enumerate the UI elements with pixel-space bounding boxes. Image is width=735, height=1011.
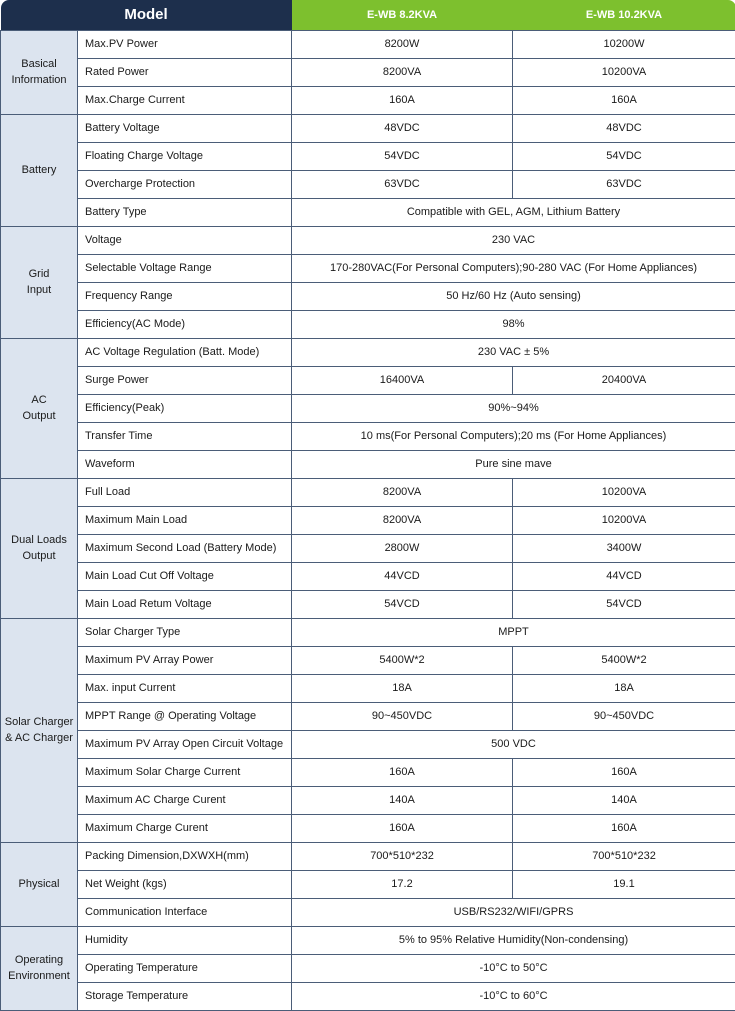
spec-row [1, 310, 735, 338]
shared-value: 230 VAC [292, 226, 735, 254]
spec-row [1, 422, 735, 450]
value-model-1: 140A [292, 786, 513, 814]
value-model-2: 10200VA [513, 506, 735, 534]
value-model-1: 17.2 [292, 870, 513, 898]
value-model-2: 10200VA [513, 478, 735, 506]
parameter-name: AC Voltage Regulation (Batt. Mode) [78, 338, 292, 366]
value-model-1: 160A [292, 86, 513, 114]
parameter-name: Selectable Voltage Range [78, 254, 292, 282]
header-row [1, 0, 735, 30]
value-model-2: 54VCD [513, 590, 735, 618]
value-model-1: 700*510*232 [292, 842, 513, 870]
parameter-name: Frequency Range [78, 282, 292, 310]
spec-row [1, 870, 735, 898]
spec-row [1, 394, 735, 422]
section-label: Solar Charger & AC Charger [1, 618, 78, 842]
section-label: Basical Information [1, 30, 78, 114]
spec-row [1, 254, 735, 282]
parameter-name: Net Weight (kgs) [78, 870, 292, 898]
spec-row [1, 30, 735, 58]
value-model-2: 10200VA [513, 58, 735, 86]
parameter-name: Packing Dimension,DXWXH(mm) [78, 842, 292, 870]
value-model-2: 5400W*2 [513, 646, 735, 674]
spec-row [1, 142, 735, 170]
value-model-2: 54VDC [513, 142, 735, 170]
spec-row [1, 982, 735, 1010]
parameter-name: Efficiency(Peak) [78, 394, 292, 422]
parameter-name: MPPT Range @ Operating Voltage [78, 702, 292, 730]
spec-row [1, 730, 735, 758]
spec-row [1, 198, 735, 226]
spec-row [1, 758, 735, 786]
shared-value: 10 ms(For Personal Computers);20 ms (For Home Appliances) [292, 422, 735, 450]
parameter-name: Maximum Solar Charge Current [78, 758, 292, 786]
value-model-1: 160A [292, 814, 513, 842]
parameter-name: Solar Charger Type [78, 618, 292, 646]
spec-row [1, 674, 735, 702]
value-model-1: 54VDC [292, 142, 513, 170]
parameter-name: Operating Temperature [78, 954, 292, 982]
parameter-name: Efficiency(AC Mode) [78, 310, 292, 338]
parameter-name: Battery Type [78, 198, 292, 226]
parameter-name: Transfer Time [78, 422, 292, 450]
spec-row [1, 842, 735, 870]
shared-value: 170-280VAC(For Personal Computers);90-280 VAC (For Home Appliances) [292, 254, 735, 282]
value-model-2: 44VCD [513, 562, 735, 590]
spec-row [1, 646, 735, 674]
spec-row [1, 954, 735, 982]
spec-row [1, 534, 735, 562]
shared-value: 230 VAC ± 5% [292, 338, 735, 366]
shared-value: -10°C to 50°C [292, 954, 735, 982]
parameter-name: Waveform [78, 450, 292, 478]
parameter-name: Maximum Main Load [78, 506, 292, 534]
spec-row [1, 478, 735, 506]
parameter-name: Maximum Charge Curent [78, 814, 292, 842]
value-model-1: 8200W [292, 30, 513, 58]
section-label: AC Output [1, 338, 78, 478]
model-header: Model [1, 0, 292, 30]
parameter-name: Floating Charge Voltage [78, 142, 292, 170]
value-model-2: 160A [513, 758, 735, 786]
section-label: Battery [1, 114, 78, 226]
value-model-2: 63VDC [513, 170, 735, 198]
parameter-name: Main Load Retum Voltage [78, 590, 292, 618]
spec-row [1, 926, 735, 954]
parameter-name: Communication Interface [78, 898, 292, 926]
parameter-name: Battery Voltage [78, 114, 292, 142]
parameter-name: Maximum PV Array Open Circuit Voltage [78, 730, 292, 758]
shared-value: 500 VDC [292, 730, 735, 758]
section-label: Grid Input [1, 226, 78, 338]
value-model-2: 700*510*232 [513, 842, 735, 870]
shared-value: 50 Hz/60 Hz (Auto sensing) [292, 282, 735, 310]
spec-row [1, 226, 735, 254]
shared-value: -10°C to 60°C [292, 982, 735, 1010]
value-model-1: 8200VA [292, 58, 513, 86]
value-model-2: 10200W [513, 30, 735, 58]
value-model-2: 160A [513, 86, 735, 114]
shared-value: USB/RS232/WIFI/GPRS [292, 898, 735, 926]
value-model-1: 160A [292, 758, 513, 786]
parameter-name: Maximum PV Array Power [78, 646, 292, 674]
spec-row [1, 366, 735, 394]
value-model-1: 2800W [292, 534, 513, 562]
spec-row [1, 86, 735, 114]
parameter-name: Overcharge Protection [78, 170, 292, 198]
shared-value: 5% to 95% Relative Humidity(Non-condensing) [292, 926, 735, 954]
parameter-name: Voltage [78, 226, 292, 254]
spec-row [1, 814, 735, 842]
parameter-name: Max.Charge Current [78, 86, 292, 114]
value-model-2: 3400W [513, 534, 735, 562]
parameter-name: Maximum AC Charge Curent [78, 786, 292, 814]
value-model-2: 140A [513, 786, 735, 814]
spec-row [1, 450, 735, 478]
value-model-1: 16400VA [292, 366, 513, 394]
shared-value: Compatible with GEL, AGM, Lithium Battery [292, 198, 735, 226]
product-header-1: E-WB 8.2KVA [292, 0, 513, 30]
value-model-1: 63VDC [292, 170, 513, 198]
parameter-name: Full Load [78, 478, 292, 506]
value-model-1: 44VCD [292, 562, 513, 590]
value-model-1: 54VCD [292, 590, 513, 618]
parameter-name: Surge Power [78, 366, 292, 394]
spec-row [1, 338, 735, 366]
spec-row [1, 506, 735, 534]
parameter-name: Maximum Second Load (Battery Mode) [78, 534, 292, 562]
parameter-name: Max. input Current [78, 674, 292, 702]
value-model-1: 5400W*2 [292, 646, 513, 674]
value-model-1: 18A [292, 674, 513, 702]
spec-row [1, 898, 735, 926]
value-model-1: 48VDC [292, 114, 513, 142]
value-model-1: 8200VA [292, 478, 513, 506]
parameter-name: Storage Temperature [78, 982, 292, 1010]
section-label: Physical [1, 842, 78, 926]
parameter-name: Humidity [78, 926, 292, 954]
spec-row [1, 114, 735, 142]
spec-row [1, 702, 735, 730]
value-model-2: 18A [513, 674, 735, 702]
spec-row [1, 590, 735, 618]
value-model-2: 90~450VDC [513, 702, 735, 730]
parameter-name: Max.PV Power [78, 30, 292, 58]
spec-row [1, 562, 735, 590]
product-header-2: E-WB 10.2KVA [513, 0, 735, 30]
value-model-2: 20400VA [513, 366, 735, 394]
shared-value: Pure sine mave [292, 450, 735, 478]
value-model-2: 160A [513, 814, 735, 842]
shared-value: 90%~94% [292, 394, 735, 422]
section-label: Dual Loads Output [1, 478, 78, 618]
spec-row [1, 618, 735, 646]
spec-row [1, 786, 735, 814]
value-model-1: 90~450VDC [292, 702, 513, 730]
spec-row [1, 170, 735, 198]
spec-row [1, 282, 735, 310]
parameter-name: Rated Power [78, 58, 292, 86]
spec-table-body [1, 30, 735, 1010]
value-model-1: 8200VA [292, 506, 513, 534]
shared-value: 98% [292, 310, 735, 338]
section-label: Operating Environment [1, 926, 78, 1010]
parameter-name: Main Load Cut Off Voltage [78, 562, 292, 590]
value-model-2: 19.1 [513, 870, 735, 898]
shared-value: MPPT [292, 618, 735, 646]
spec-row [1, 58, 735, 86]
value-model-2: 48VDC [513, 114, 735, 142]
spec-table-header [1, 0, 735, 30]
